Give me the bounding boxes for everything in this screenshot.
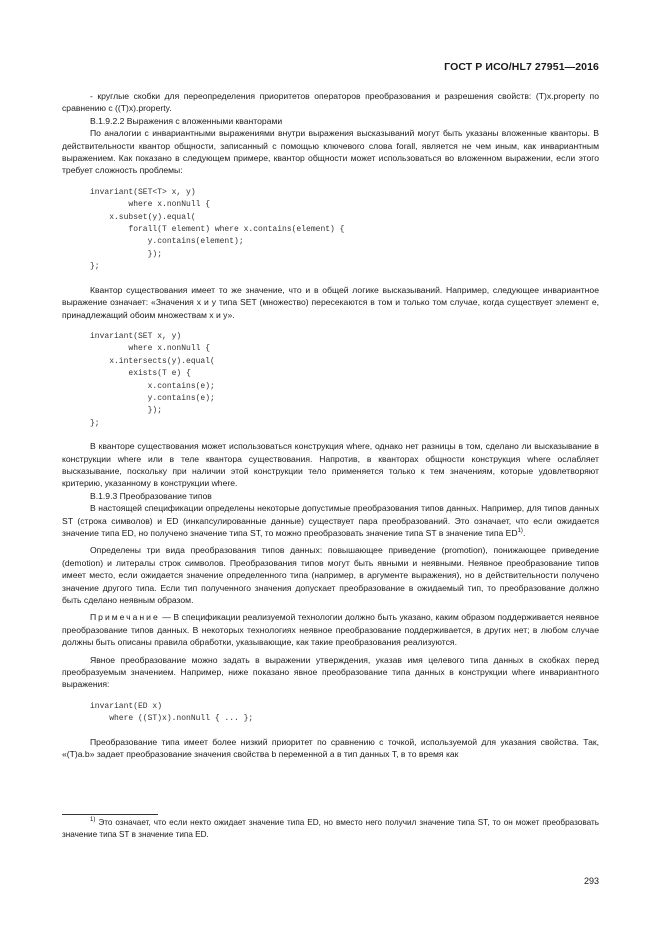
paragraph: Квантор существования имеет то же значение, что и в общей логике высказываний. Например, следующее инвариантное выражение означает: «Значения x и y типа SET (множество) пересекаются в том и только том случае, когда существует элемент e, принадлежащий обоим множествам x и y». — [62, 284, 599, 320]
section-heading: B.1.9.3 Преобразование типов — [90, 490, 212, 501]
paragraph: В кванторе существования может использоваться конструкция where, однако нет разницы в том, сделано ли высказывание в конструкции where или в теле квантора существования. Напротив, в кванторах общности конструкция where ослабляет высказывание, поскольку при наличии этой конструкции тело применяется только к тем значениям, которые удовлетворяют критерию, указанному в конструкции where. — [62, 441, 599, 489]
paragraph: Преобразование типа имеет более низкий приоритет по сравнению с точкой, используемой для указания свойства. Так, «(T)a.b» задает преобразование значения свойства b переменной a в тип данных T, в то время как — [62, 736, 599, 760]
section-heading: B.1.9.2.2 Выражения с вложенными кванторами — [90, 115, 283, 126]
code-block-forall: invariant(SET<T> x, y) where x.nonNull { x.subset(y).equal( forall(T element) where x.contains(element) { y.contains(element); }); }; — [90, 187, 345, 272]
paragraph-end: . — [522, 528, 526, 538]
standard-header: ГОСТ Р ИСО/HL7 27951—2016 — [444, 61, 599, 73]
paragraph: Явное преобразование можно задать в выражении утверждения, указав имя целевого типа данных в скобках перед преобразуемым значением. Например, ниже показано явное преобразование типа данных в конструкции where инвариантного выражения: — [62, 654, 599, 690]
code-block-cast: invariant(ED x) where ((ST)x).nonNull { ... }; — [90, 701, 254, 724]
code-block-exists: invariant(SET x, y) where x.nonNull { x.intersects(y).equal( exists(T e) { x.contains(e); y.contains(e); }); }; — [90, 331, 215, 428]
paragraph: По аналогии с инвариантными выражениями внутри выражения высказываний могут быть указаны вложенные кванторы. В действительности квантор общности, записанный с помощью ключевого слова forall, является не чем иным, как инвариантным выражением. Как показано в следующем примере, квантор общности может использоваться во вложенном выражении, если этого требует сложность проблемы: — [62, 128, 599, 176]
note-text: — В спецификации реализуемой технологии должно быть указано, каким образом поддерживается неявное преобразование типов данных. В некоторых технологиях неявное преобразование поддерживается, в других нет; в любом случае должны быть описаны правила обработки, указывающие, как такие преобразования реализуются. — [62, 612, 599, 648]
paragraph — [62, 502, 599, 539]
footnote-reference[interactable]: 1) — [517, 528, 523, 534]
footnote-divider — [62, 814, 158, 815]
note-label: Примечание — [90, 612, 160, 623]
paragraph-text: В настоящей спецификации определены некоторые допустимые преобразования типов данных. Например, для типов данных ST (строка символов) и ED (инкапсулированные данные) существует пара преобразований. Это означает, что если ожидается значение типа ED, но получено значение типа ST, то можно преобразовать значение типа ST в значение типа ED — [62, 503, 599, 538]
paragraph: Определены три вида преобразования типов данных: повышающее приведение (promotion), понижающее приведение (demotion) и литералы строк символов. Преобразования типов могут быть явными и неявными. Неявное преобразование типов имеет место, если ожидается значение определенного типа (например, в аргументе выражения), но в действительности получено значение другого типа. Если тип полученного значения допускает преобразование в ожидаемый тип, то преобразование должно быть сделано неявным образом. — [62, 545, 599, 606]
page-number: 293 — [583, 876, 599, 886]
footnote-marker: 1) — [90, 817, 96, 823]
footnote-text: Это означает, что если некто ожидает значение типа ED, но вместо него получил значение типа ST, то он может преобразовать значение типа ST в значение типа ED. — [62, 818, 599, 840]
page-body — [62, 90, 599, 761]
paragraph: - круглые скобки для переопределения приоритетов операторов преобразования и разрешения свойств: (T)x.property по сравнению с ((T)x).property. — [62, 91, 599, 114]
note — [62, 611, 599, 648]
footnote — [62, 817, 599, 842]
